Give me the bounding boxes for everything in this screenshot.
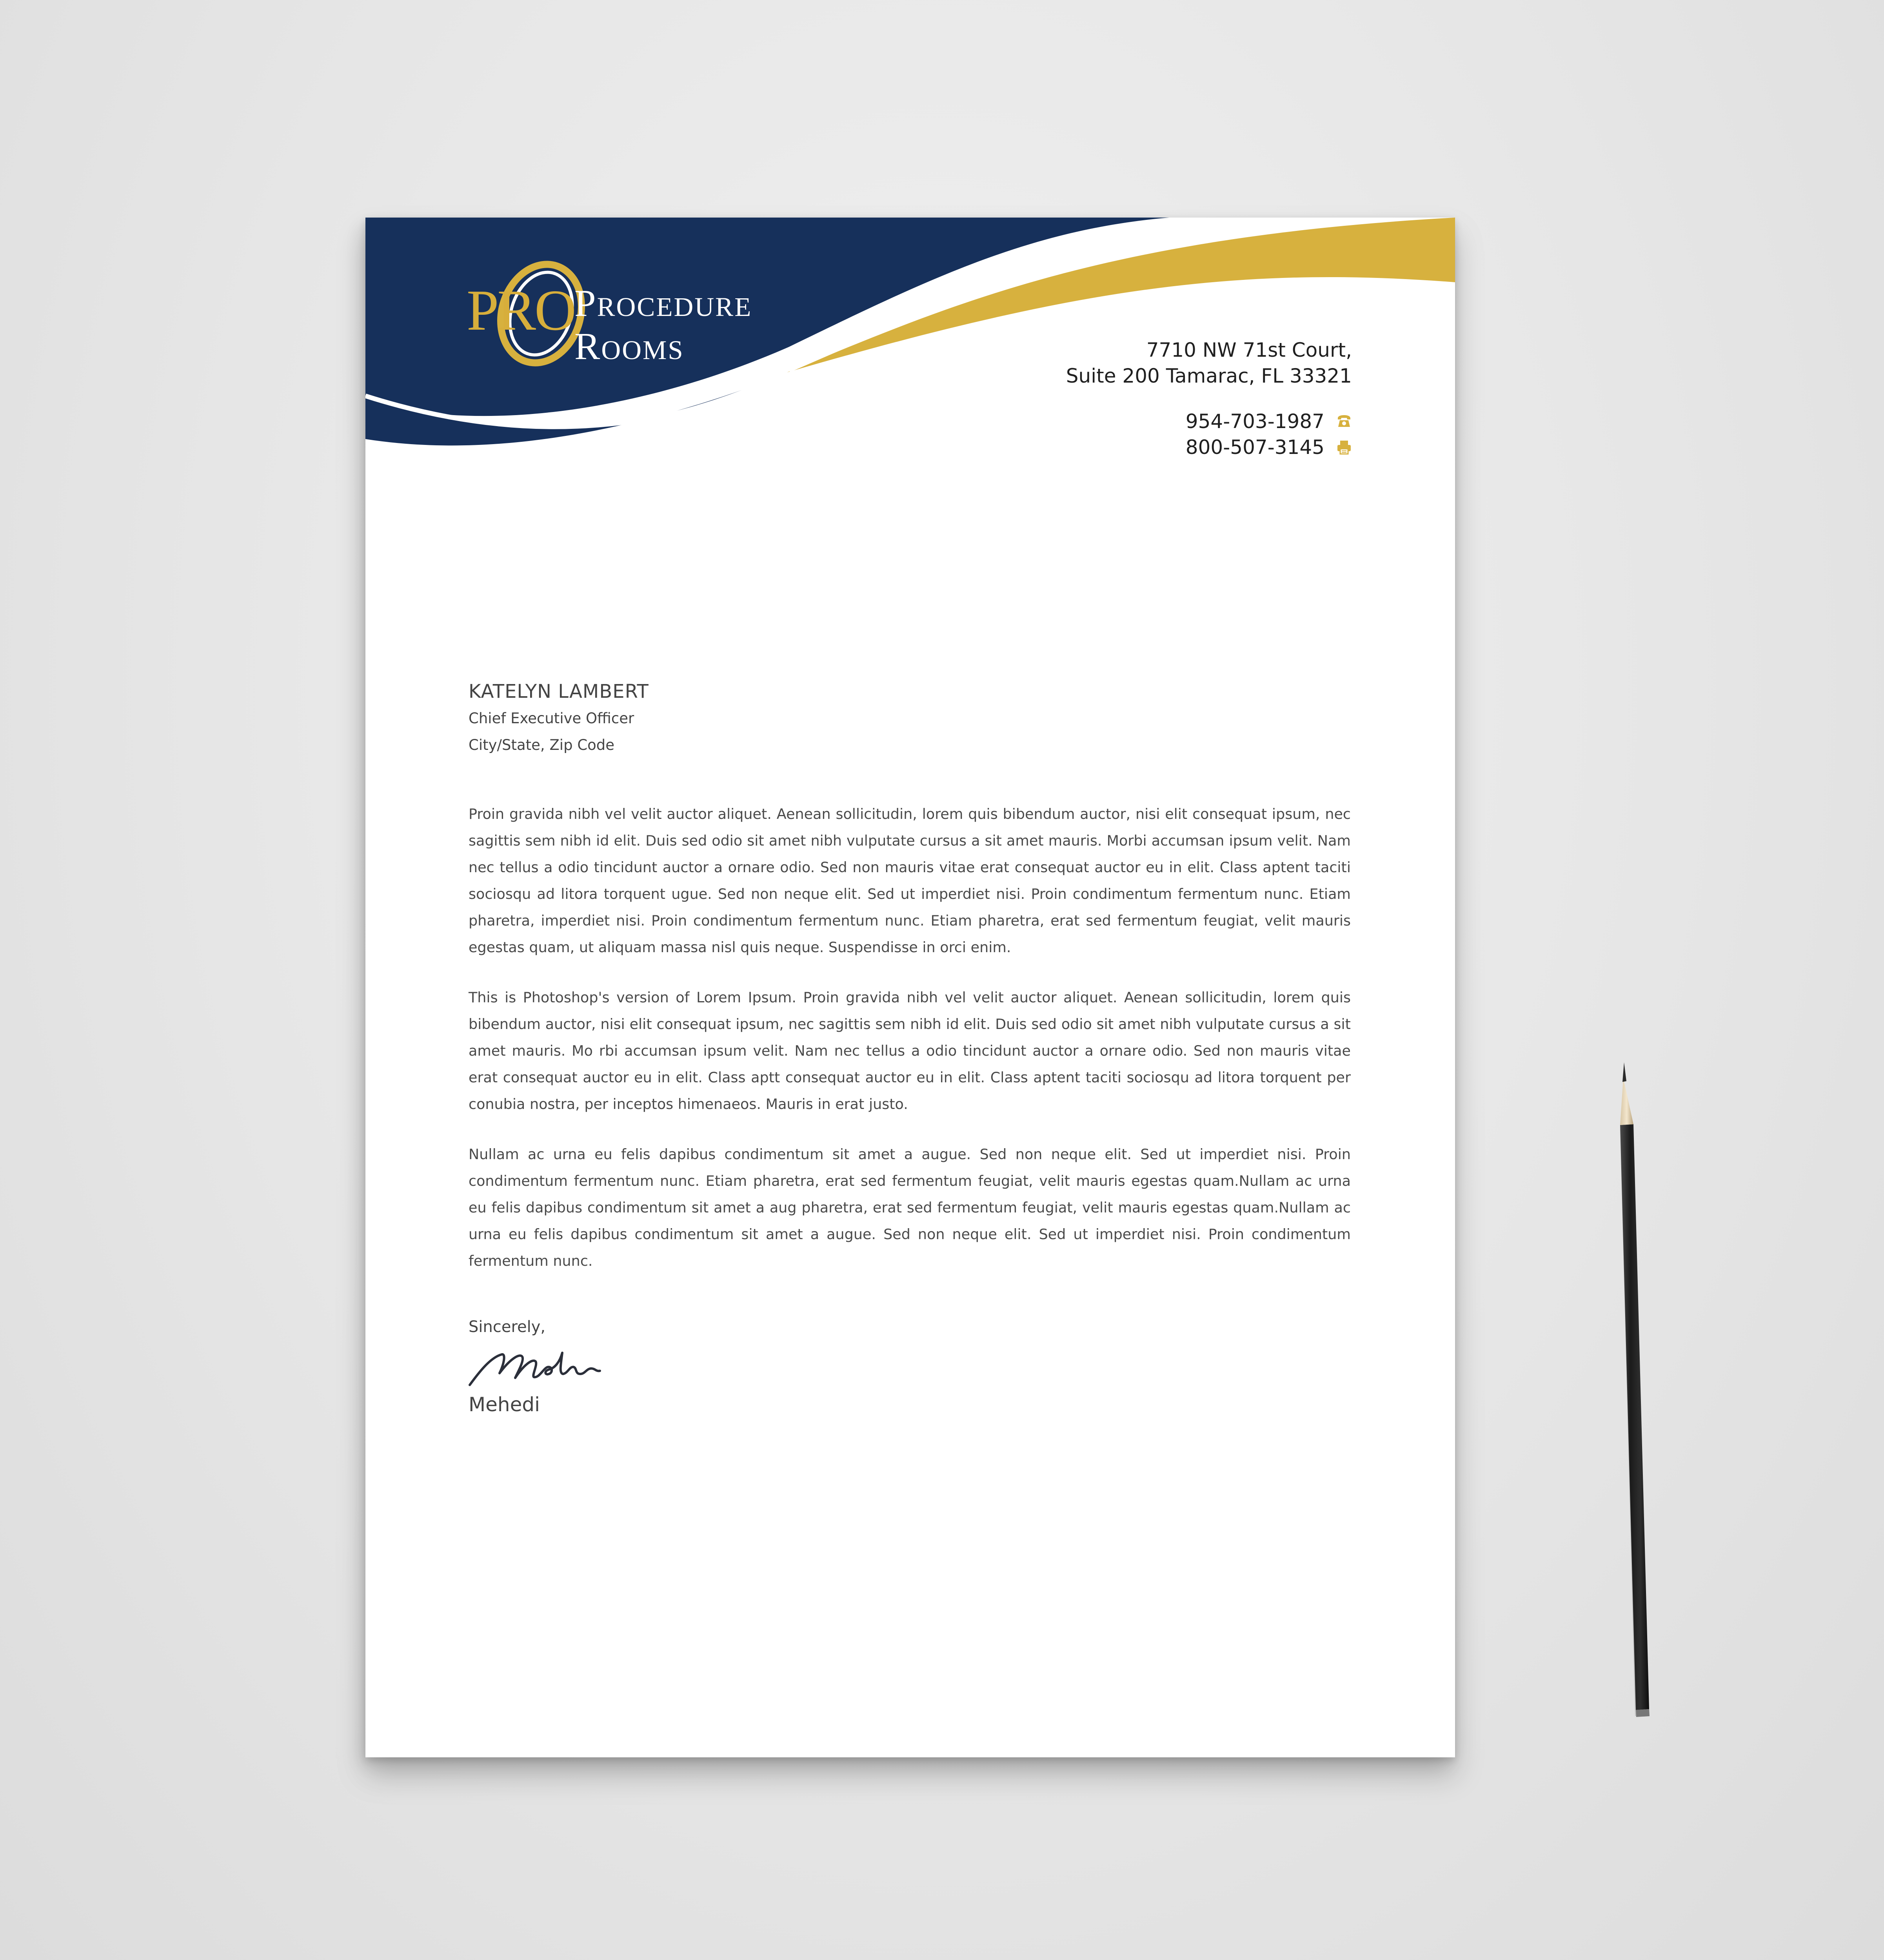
logo-mark-text: PRO bbox=[467, 278, 575, 343]
letter-body bbox=[469, 801, 1351, 1298]
logo-name-line1: Procedure bbox=[574, 282, 752, 325]
phone-list bbox=[1066, 408, 1352, 460]
fax-icon bbox=[1336, 439, 1352, 455]
body-paragraph-1: Proin gravida nibh vel velit auctor aliquet. Aenean sollicitudin, lorem quis bibendum auctor, nisi elit consequat ipsum, nec sagittis sem nibh id elit. Duis sed odio sit amet nibh vulputate cursus a sit amet mauris. Morbi accumsan ipsum velit. Nam nec tellus a odio tincidunt auctor a ornare odio. Sed non mauris vitae erat consequat auctor eu in elit. Class aptent taciti sociosqu ad litora torquent ugue. Sed non neque elit. Sed ut imperdiet nisi. Proin condimentum fermentum nunc. Etiam pharetra, imperdiet nisi. Proin condimentum fermentum nunc. Etiam pharetra, erat sed fermentum feugiat, velit mauris egestas quam, ut aliquam massa nisl quis neque. Suspendisse in orci enim. bbox=[469, 806, 1351, 956]
phone-row bbox=[1066, 408, 1352, 434]
address-line-2: Suite 200 Tamarac, FL 33321 bbox=[1066, 365, 1352, 387]
recipient-name: KATELYN LAMBERT bbox=[469, 681, 649, 702]
fax-row bbox=[1066, 434, 1352, 460]
closing-salutation: Sincerely, bbox=[469, 1318, 546, 1336]
body-paragraph-3: Nullam ac urna eu felis dapibus condimentum sit amet a augue. Sed non neque elit. Sed ut imperdiet nisi. Proin condimentum fermentum nunc. Etiam pharetra, erat sed fermentum feugiat, velit mauris egestas quam.Nullam ac urna eu felis dapibus condimentum sit amet a aug pharetra, erat sed fermentum feugiat, velit mauris egestas quam.Nullam ac urna eu felis dapibus condimentum sit amet a augue. Sed non neque elit. Sed ut imperdiet nisi. Proin condimentum fermentum nunc. bbox=[469, 1146, 1351, 1269]
logo-company-name bbox=[574, 284, 752, 366]
recipient-title: Chief Executive Officer bbox=[469, 710, 634, 727]
body-paragraph-2: This is Photoshop's version of Lorem Ipsum. Proin gravida nibh vel velit auctor aliquet. Aenean sollicitudin, lorem quis bibendum auctor, nisi elit consequat ipsum, nec sagittis sem nibh id elit. Duis sed odio sit amet nibh vulputate cursus a sit amet mauris. Mo rbi accumsan ipsum velit. Nam nec tellus a odio tincidunt auctor a ornare odio. Sed non mauris vitae erat consequat auctor eu in elit. Class aptt consequat auctor eu in elit. Class aptent taciti sociosqu ad litora torquent per conubia nostra, per inceptos himenaeos. Mauris in erat justo. bbox=[469, 989, 1351, 1112]
pencil-image bbox=[1596, 1062, 1651, 1729]
recipient-location: City/State, Zip Code bbox=[469, 737, 615, 753]
signer-name: Mehedi bbox=[469, 1393, 540, 1416]
logo-name-line2: Rooms bbox=[574, 325, 684, 368]
closing-block bbox=[469, 1315, 608, 1416]
logo-pro-mark bbox=[467, 255, 592, 372]
address-line-1: 7710 NW 71st Court, bbox=[1146, 339, 1352, 361]
fax-number: 800-507-3145 bbox=[1185, 436, 1324, 459]
contact-block bbox=[1066, 337, 1352, 460]
phone-number: 954-703-1987 bbox=[1185, 410, 1324, 433]
handwritten-signature bbox=[467, 1346, 608, 1393]
recipient-block bbox=[469, 678, 649, 759]
phone-icon bbox=[1336, 414, 1352, 429]
letterhead-sheet bbox=[365, 218, 1455, 1757]
company-logo bbox=[467, 255, 859, 372]
